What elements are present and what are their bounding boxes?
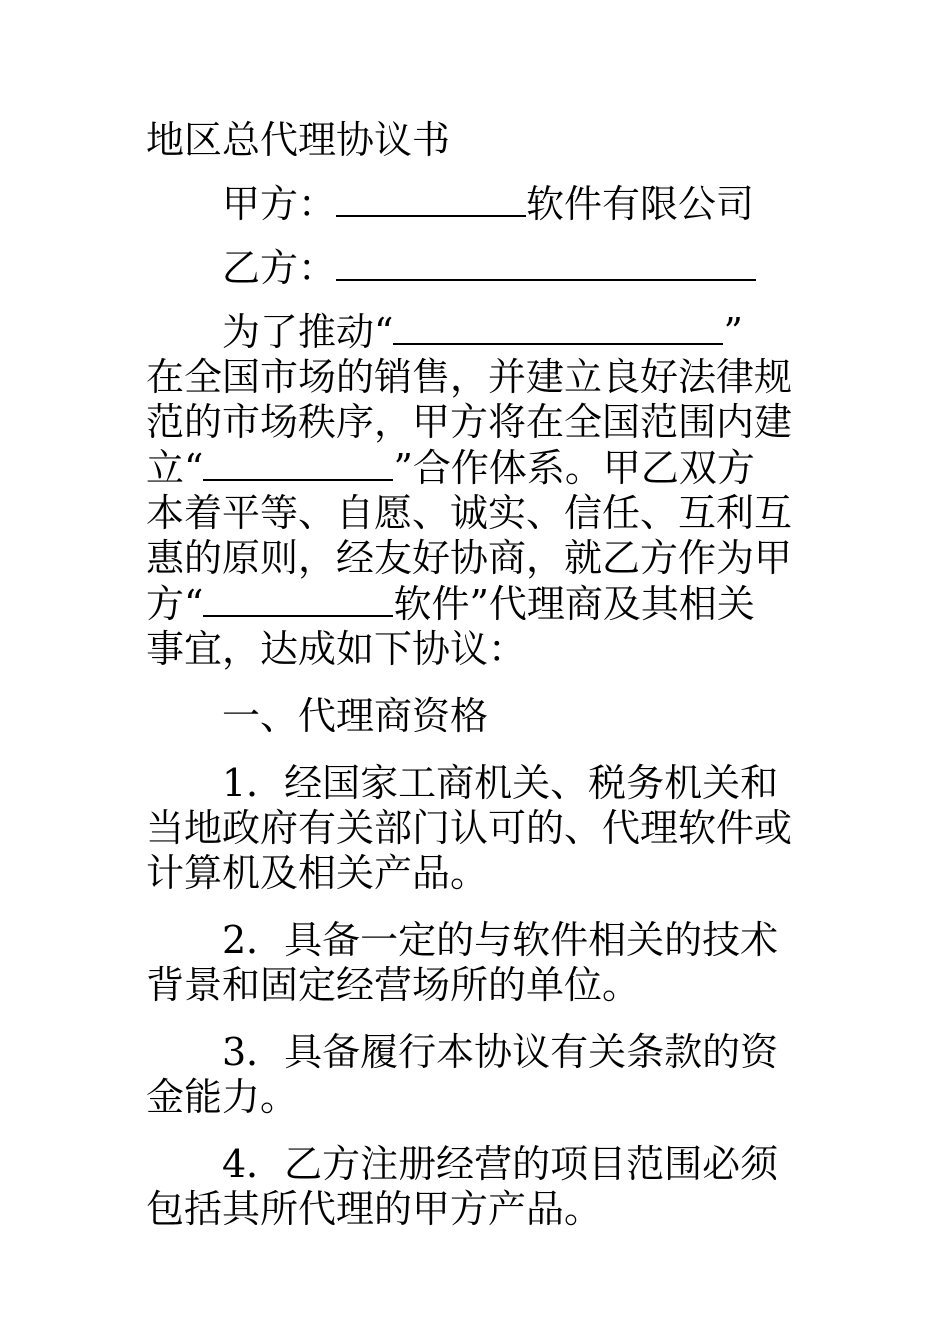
item-2-line-2: 背景和固定经营场所的单位。: [146, 963, 641, 1007]
party-a-line: [146, 181, 798, 227]
intro-line-5: 本着平等、自愿、诚实、信任、互利互: [146, 491, 793, 535]
item-1-line-3: 计算机及相关产品。: [146, 851, 489, 895]
intro-line-3: 范的市场秩序，甲方将在全国范围内建: [146, 400, 793, 444]
item-4-line-2: 包括其所代理的甲方产品。: [146, 1187, 603, 1231]
party-b-label: 乙方：: [222, 246, 337, 290]
item-1-line-1: 1．经国家工商机关、税务机关和: [222, 761, 779, 805]
party-a-suffix: 软件有限公司: [526, 182, 755, 226]
intro-line-4: [146, 445, 798, 491]
party-b-blank: [336, 245, 756, 281]
intro-line-8: 事宜，达成如下协议：: [146, 627, 527, 671]
item-3-paragraph: [146, 1030, 798, 1120]
document-title: 地区总代理协议书: [146, 118, 451, 162]
intro-line-7: [146, 581, 798, 627]
system-name-blank: [203, 445, 393, 481]
party-a-blank: [336, 181, 526, 217]
item-2-line-1: 2．具备一定的与软件相关的技术: [222, 918, 779, 962]
intro-line-1: [146, 309, 798, 355]
item-2-paragraph: [146, 918, 798, 1008]
intro-l1-suffix: ”: [723, 310, 743, 354]
intro-l4-suffix: ”合作体系。甲乙双方: [393, 446, 755, 490]
item-3-line-2: 金能力。: [146, 1075, 299, 1119]
item-4-paragraph: [146, 1142, 798, 1232]
intro-l1-prefix: 为了推动“: [222, 310, 394, 354]
intro-l4-prefix: 立“: [146, 446, 204, 490]
intro-line-6: 惠的原则，经友好协商，就乙方作为甲: [146, 536, 793, 580]
section-1-heading: 一、代理商资格: [222, 694, 489, 738]
party-b-line: [146, 245, 798, 291]
item-1-line-2: 当地政府有关部门认可的、代理软件或: [146, 806, 793, 850]
party-a-label: 甲方：: [222, 182, 337, 226]
item-1-paragraph: [146, 761, 798, 896]
intro-l7-suffix: 软件”代理商及其相关: [393, 582, 755, 626]
intro-l7-prefix: 方“: [146, 582, 204, 626]
intro-line-2: 在全国市场的销售，并建立良好法律规: [146, 355, 793, 399]
document-page: [146, 118, 798, 1232]
product-name-blank: [393, 309, 723, 345]
item-4-line-1: 4．乙方注册经营的项目范围必须: [222, 1142, 779, 1186]
software-name-blank: [203, 581, 393, 617]
intro-paragraph: [146, 309, 798, 672]
item-3-line-1: 3．具备履行本协议有关条款的资: [222, 1030, 779, 1074]
